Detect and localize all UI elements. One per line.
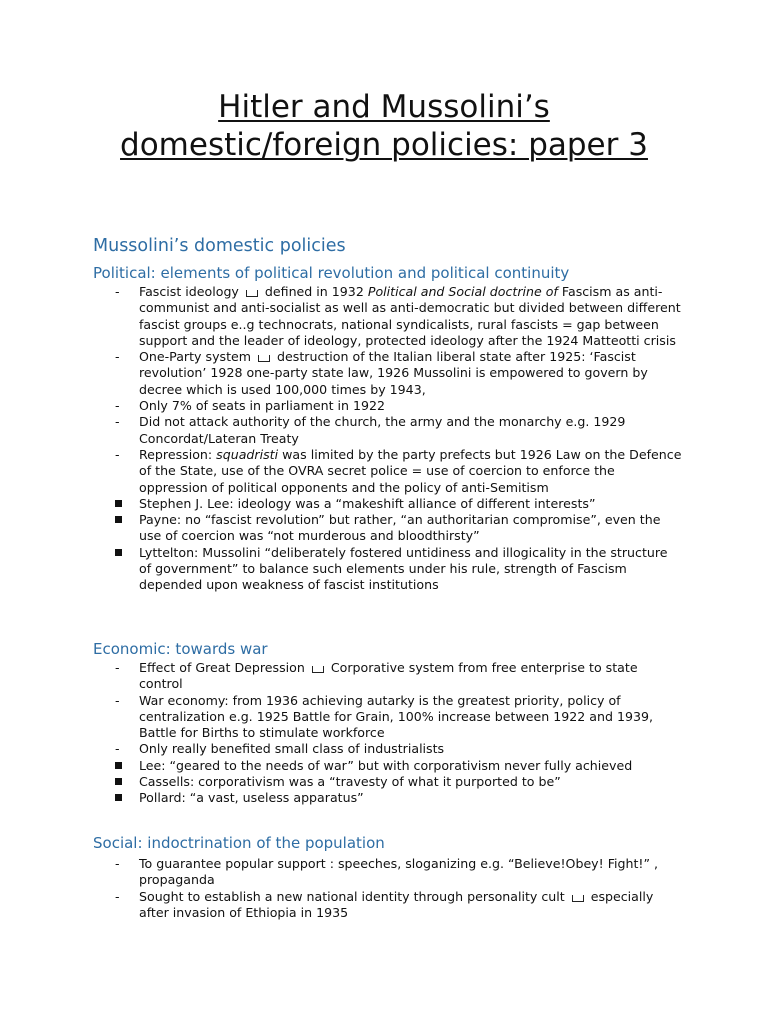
subheading-economic: Economic: towards war — [93, 640, 268, 658]
item-text: Payne: no “fascist revolution” but rather, “an authoritarian compromise”, even the use of coercion was “not murderous and bloodthirsty” — [139, 512, 661, 544]
list-item — [112, 512, 682, 545]
item-text: Effect of Great Depression — [139, 660, 305, 675]
item-text: Stephen J. Lee: ideology was a “makeshift alliance of different interests” — [139, 495, 596, 511]
section-heading-mussolini-domestic: Mussolini’s domestic policies — [93, 236, 346, 256]
item-text: Lee: “geared to the needs of war” but with corporativism never fully achieved — [139, 757, 633, 773]
social-list — [112, 856, 682, 921]
item-text: To guarantee popular support : speeches, sloganizing e.g. “Believe!Obey! Fight!” , propaganda — [139, 856, 659, 888]
arrow-symbol-icon — [258, 355, 270, 362]
list-item — [112, 284, 682, 349]
item-text: Only really benefited small class of industrialists — [139, 741, 445, 757]
document-title — [84, 88, 684, 164]
list-item — [112, 856, 682, 889]
list-item — [112, 758, 682, 774]
list-item — [112, 398, 682, 414]
arrow-symbol-icon — [246, 290, 258, 297]
subheading-social: Social: indoctrination of the population — [93, 834, 385, 852]
list-item — [112, 545, 682, 594]
list-item — [112, 889, 682, 922]
item-text: Fascism as anti-communist and anti-socialist as well as anti-democratic but divided between different fascist groups e..g technocrats, national syndicalists, rural fascists = gap between support and the leader of ideology, protected ideology after the 1924 Matteotti crisis — [139, 284, 681, 348]
list-item — [112, 790, 682, 806]
item-text: especially after invasion of Ethiopia in 1935 — [139, 888, 654, 920]
list-item — [112, 741, 682, 757]
economic-list — [112, 660, 682, 807]
list-item — [112, 774, 682, 790]
item-text-italic: Political and Social doctrine of — [367, 284, 558, 299]
political-list — [112, 284, 682, 594]
list-item — [112, 414, 682, 447]
item-text: Repression: — [139, 446, 213, 462]
list-item — [112, 349, 682, 398]
item-text: was limited by the party prefects but 1926 Law on the Defence of the State, use of the OVRA secret police = use of coercion to enforce the oppression of political opponents and the policy of anti-Semitism — [139, 446, 682, 495]
item-text: Pollard: “a vast, useless apparatus” — [139, 790, 364, 806]
item-text: Fascist ideology — [139, 284, 239, 299]
item-text: Sought to establish a new national identity through personality cult — [139, 888, 565, 904]
item-text: War economy: from 1936 achieving autarky is the greatest priority, policy of centralization e.g. 1925 Battle for Grain, 100% increase between 1922 and 1939, Battle for Births to stimulate workforce — [139, 692, 654, 741]
item-text: Only 7% of seats in parliament in 1922 — [139, 398, 386, 414]
arrow-symbol-icon — [572, 895, 584, 902]
list-item — [112, 447, 682, 496]
item-text: destruction of the Italian liberal state after 1925: ‘Fascist revolution’ 1928 one-party state law, 1926 Mussolini is empowered to govern by decree which is used 100,000 times by 1943, — [139, 349, 648, 397]
item-text: defined in 1932 — [264, 284, 364, 299]
item-text-italic: squadristi — [216, 446, 279, 462]
item-text: One-Party system — [139, 349, 252, 365]
document-title-text: Hitler and Mussolini’s domestic/foreign policies: paper 3 — [120, 89, 648, 163]
item-text: Lyttelton: Mussolini “deliberately fostered untidiness and illogicality in the structure of government” to balance such elements under his rule, strength of Fascism depended upon weakness of fascist institutions — [139, 544, 668, 593]
item-text: Cassells: corporativism was a “travesty of what it purported to be” — [139, 774, 561, 790]
arrow-symbol-icon — [312, 666, 324, 673]
subheading-political: Political: elements of political revolution and political continuity — [93, 264, 570, 282]
list-item — [112, 693, 682, 742]
list-item — [112, 496, 682, 512]
item-text: Corporative system from free enterprise to state control — [139, 660, 638, 692]
item-text: Did not attack authority of the church, the army and the monarchy e.g. 1929 Concordat/Lateran Treaty — [139, 414, 626, 446]
list-item — [112, 660, 682, 693]
